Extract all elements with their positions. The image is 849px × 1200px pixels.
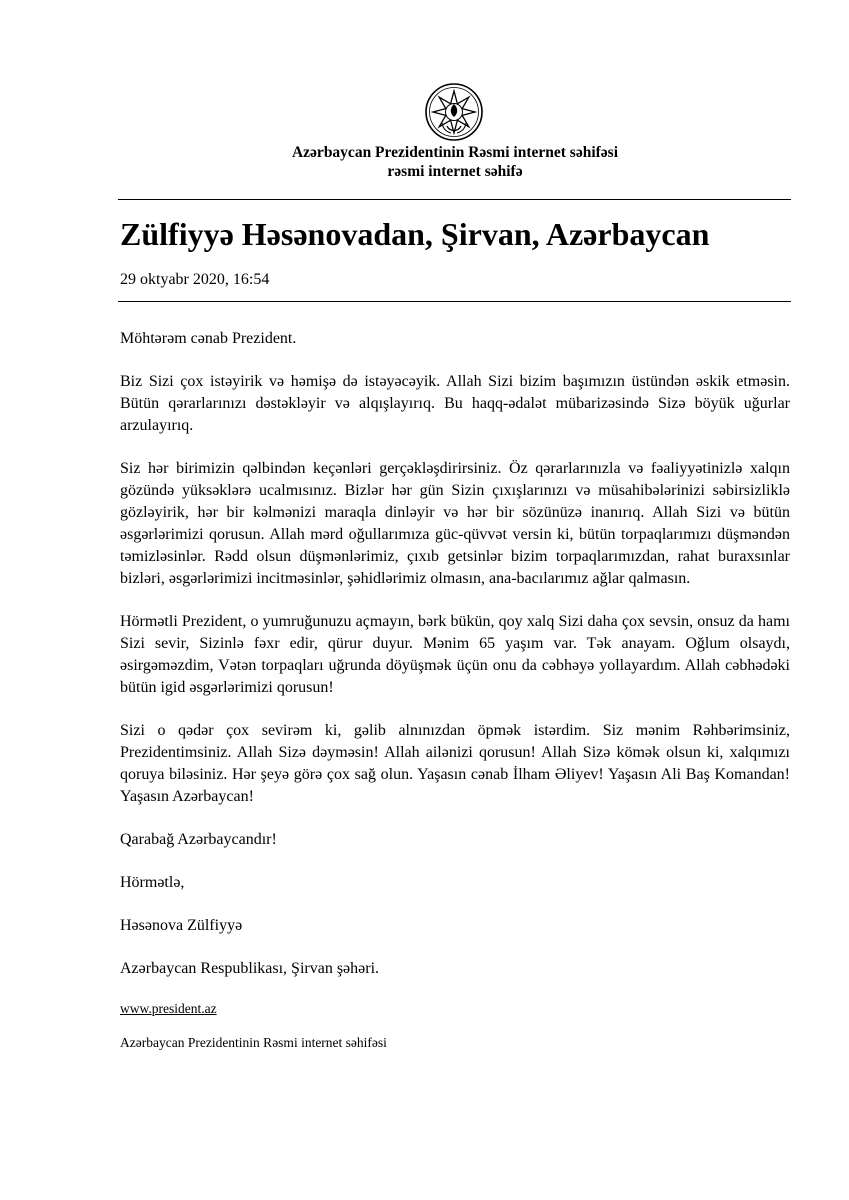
header-divider xyxy=(118,199,791,200)
sender-location: Azərbaycan Respublikası, Şirvan şəhəri. xyxy=(120,960,380,977)
article-date: 29 oktyabr 2020, 16:54 xyxy=(120,271,270,288)
site-subtitle: rəsmi internet səhifə xyxy=(387,163,523,180)
body-paragraph: Sizi o qədər çox sevirəm ki, gəlib alnınızdan öpmək istərdim. Siz mənim Rəhbərimsiniz, Prezidentimsiniz. Allah Sizə dəyməsin! Allah ailənizi qorusun! Allah Sizə kömək olsun ki, xalqımızı qoruya biləsiniz. Hər şeyə görə çox sağ olun. Yaşasın cənab İlham Əliyev! Yaşasın Ali Baş Komandan! Yaşasın Azərbaycan! xyxy=(120,722,790,805)
body-paragraph: Hörmətli Prezident, o yumruğunuzu açmayın, bərk bükün, qoy xalq Sizi daha çox sevsin, onsuz da hamı Sizi sevir, Sizinlə fəxr edir, qürur duyur. Mənim 65 yaşım var. Tək anayam. Oğlum olsaydı, əsirgəməzdim, Vətən torpaqları uğrunda döyüşmək üçün onu da cəbhəyə yollayardım. Allah cəbhədəki bütün igid əsgərlərimizi qorusun! xyxy=(120,613,790,696)
title-divider xyxy=(118,301,791,302)
footer-site-name: Azərbaycan Prezidentinin Rəsmi internet səhifəsi xyxy=(120,1035,387,1050)
body-paragraph: Siz hər birimizin qəlbindən keçənləri gerçəkləşdirirsiniz. Öz qərarlarınızla və fəaliyyətinizlə xalqın gözündə yüksəklərə ucalmısınız. Bizlər hər gün Sizin çıxışlarınızı və müsahibələrinizi səbirsizliklə gözləyirik, hər bir kəlmənizi maraqla dinləyir və hər bir sözünüzə inanırıq. Allah Sizi və bütün əsgərlərimizi qorusun. Allah mərd oğullarımıza güc-qüvvət versin ki, bütün torpaqlarımızı düşməndən təmizləsinlər. Rədd olsun düşmənlərimiz, çıxıb getsinlər bizim torpaqlarımızdan, rahat buraxsınlar bizləri, əsgərlərimizi incitməsinlər, şəhidlərimiz olmasın, ana-bacılarımız ağlar qalmasın. xyxy=(120,460,790,587)
slogan: Qarabağ Azərbaycandır! xyxy=(120,831,277,848)
body-paragraph: Biz Sizi çox istəyirik və həmişə də istəyəcəyik. Allah Sizi bizim başımızın üstündən əskik etməsin. Bütün qərarlarınızı dəstəkləyir və alqışlayırıq. Bu haqq-ədalət mübarizəsində Sizə böyük uğurlar arzulayırıq. xyxy=(120,373,790,434)
site-title: Azərbaycan Prezidentinin Rəsmi internet səhifəsi xyxy=(291,144,619,161)
article-title: Zülfiyyə Həsənovadan, Şirvan, Azərbaycan xyxy=(120,216,710,252)
closing: Hörmətlə, xyxy=(120,874,185,891)
state-emblem-icon xyxy=(424,82,484,142)
article-body xyxy=(120,328,790,1001)
footer-url-link[interactable]: www.president.az xyxy=(120,1001,217,1016)
greeting: Möhtərəm cənab Prezident. xyxy=(120,330,297,347)
signature: Həsənova Zülfiyyə xyxy=(120,917,243,934)
